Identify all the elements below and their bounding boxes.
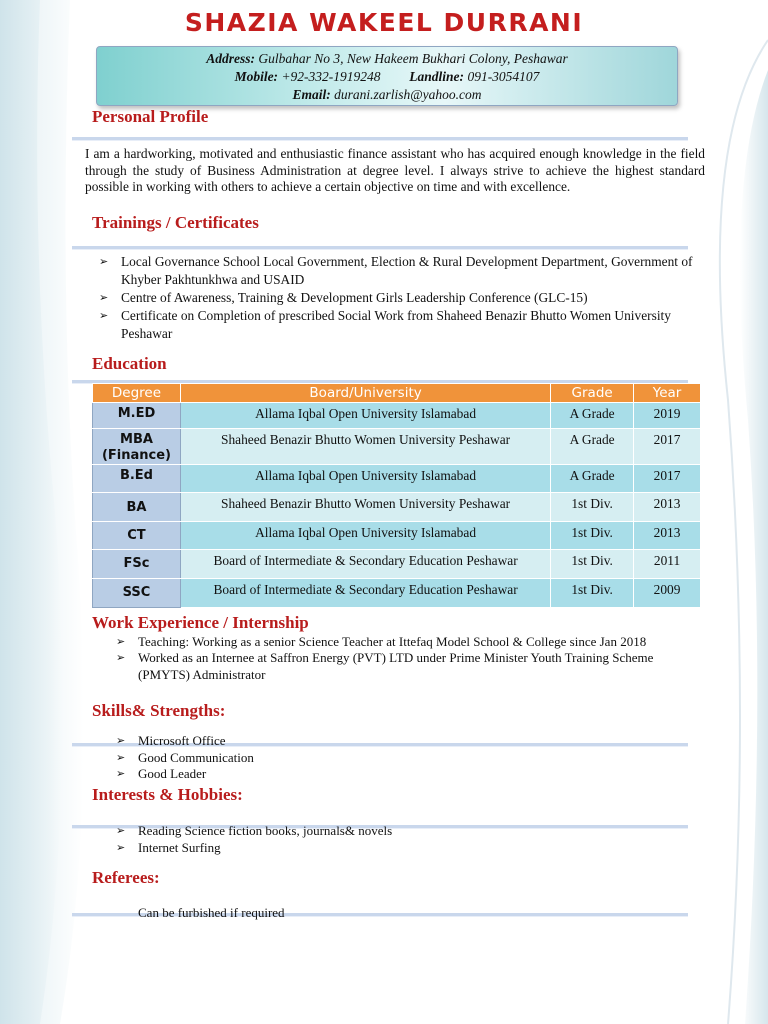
year-cell: 2011 bbox=[634, 550, 701, 579]
mobile-label: Mobile: bbox=[234, 69, 279, 84]
degree-cell: B.Ed bbox=[93, 465, 181, 493]
landline-label: Landline: bbox=[409, 69, 465, 84]
board-cell: Allama Iqbal Open University Islamabad bbox=[180, 522, 550, 550]
table-row bbox=[93, 493, 701, 522]
interests-list bbox=[116, 822, 566, 856]
work-list bbox=[116, 634, 671, 683]
list-item: ➢ Local Governance School Local Government, Election & Rural Development Department, Government of Khyber Pakhtunkhwa and USAID bbox=[99, 254, 693, 287]
degree-cell: BA bbox=[93, 493, 181, 522]
grade-cell: 1st Div. bbox=[551, 579, 634, 608]
table-row bbox=[93, 465, 701, 493]
grade-cell: 1st Div. bbox=[551, 493, 634, 522]
grade-cell: A Grade bbox=[551, 403, 634, 429]
arrow-bullet-icon: ➢ bbox=[99, 291, 109, 304]
arrow-bullet-icon: ➢ bbox=[116, 651, 126, 665]
mobile-value: +92-332-1919248 bbox=[281, 69, 381, 84]
year-cell: 2013 bbox=[634, 493, 701, 522]
board-cell: Allama Iqbal Open University Islamabad bbox=[180, 403, 550, 429]
table-row bbox=[93, 579, 701, 608]
education-heading: Education bbox=[92, 354, 167, 373]
column-header-degree: Degree bbox=[93, 384, 181, 403]
board-cell: Allama Iqbal Open University Islamabad bbox=[180, 465, 550, 493]
table-row bbox=[93, 429, 701, 465]
column-header-grade: Grade bbox=[551, 384, 634, 403]
degree-cell: MBA (Finance) bbox=[93, 429, 181, 465]
year-cell: 2019 bbox=[634, 403, 701, 429]
contact-box bbox=[96, 46, 678, 106]
table-row bbox=[93, 403, 701, 429]
address-line bbox=[97, 50, 677, 68]
degree-cell: FSc bbox=[93, 550, 181, 579]
year-cell: 2009 bbox=[634, 579, 701, 608]
skills-heading: Skills& Strengths: bbox=[92, 701, 226, 720]
email-label: Email: bbox=[292, 87, 331, 102]
referees-heading: Referees: bbox=[92, 868, 160, 887]
degree-cell: CT bbox=[93, 522, 181, 550]
board-cell: Shaheed Benazir Bhutto Women University Peshawar bbox=[180, 429, 550, 465]
grade-cell: A Grade bbox=[551, 465, 634, 493]
list-item: ➢ Good Communication bbox=[116, 749, 254, 765]
list-item: ➢ Certificate on Completion of prescribed Social Work from Shaheed Benazir Bhutto Women University Peshawar bbox=[99, 308, 671, 341]
table-row bbox=[93, 550, 701, 579]
year-cell: 2013 bbox=[634, 522, 701, 550]
arrow-bullet-icon: ➢ bbox=[99, 309, 109, 322]
arrow-bullet-icon: ➢ bbox=[116, 767, 126, 781]
board-cell: Board of Intermediate & Secondary Education Peshawar bbox=[180, 550, 550, 579]
arrow-bullet-icon: ➢ bbox=[99, 255, 109, 268]
grade-cell: 1st Div. bbox=[551, 550, 634, 579]
board-cell: Shaheed Benazir Bhutto Women University Peshawar bbox=[180, 493, 550, 522]
degree-cell: M.ED bbox=[93, 403, 181, 429]
grade-cell: A Grade bbox=[551, 429, 634, 465]
list-item: ➢ Reading Science fiction books, journals& novels bbox=[116, 823, 393, 838]
list-item: ➢ Internet Surfing bbox=[116, 840, 221, 855]
arrow-bullet-icon: ➢ bbox=[116, 750, 126, 764]
year-cell: 2017 bbox=[634, 429, 701, 465]
trainings-divider bbox=[72, 246, 688, 250]
address-label: Address: bbox=[206, 51, 256, 66]
arrow-bullet-icon: ➢ bbox=[116, 635, 126, 648]
table-row bbox=[93, 522, 701, 550]
list-item: ➢ Microsoft Office bbox=[116, 733, 226, 748]
profile-text: I am a hardworking, motivated and enthusiastic finance assistant who has acquired enough knowledge in the field through the study of Business Administration at degree level. I always strive to achieve the highest standard possible in working with others to achieve a certain objective on time and with excellence. bbox=[85, 146, 705, 195]
address-value: Gulbahar No 3, New Hakeem Bukhari Colony, Peshawar bbox=[258, 51, 568, 66]
board-cell: Board of Intermediate & Secondary Education Peshawar bbox=[180, 579, 550, 608]
landline-value: 091-3054107 bbox=[467, 69, 540, 84]
trainings-heading: Trainings / Certificates bbox=[92, 213, 259, 232]
column-header-year: Year bbox=[634, 384, 701, 403]
list-item: ➢ Centre of Awareness, Training & Development Girls Leadership Conference (GLC-15) bbox=[99, 290, 588, 305]
degree-cell: SSC bbox=[93, 579, 181, 608]
grade-cell: 1st Div. bbox=[551, 522, 634, 550]
trainings-list bbox=[99, 253, 699, 343]
skills-list bbox=[116, 733, 516, 783]
phone-line bbox=[97, 68, 677, 86]
arrow-bullet-icon: ➢ bbox=[116, 824, 126, 837]
work-heading: Work Experience / Internship bbox=[92, 613, 309, 632]
arrow-bullet-icon: ➢ bbox=[116, 841, 126, 854]
table-header-row bbox=[93, 384, 701, 403]
email-value: durani.zarlish@yahoo.com bbox=[334, 87, 482, 102]
candidate-name: SHAZIA WAKEEL DURRANI bbox=[184, 8, 584, 37]
list-item: ➢ Good Leader bbox=[116, 766, 207, 782]
list-item: ➢ Worked as an Internee at Saffron Energy (PVT) LTD under Prime Minister Youth Training Scheme (PMYTS) Administrator bbox=[116, 650, 654, 682]
profile-divider bbox=[72, 137, 688, 141]
email-line bbox=[97, 86, 677, 104]
column-header-board: Board/University bbox=[180, 384, 550, 403]
interests-heading: Interests & Hobbies: bbox=[92, 785, 243, 804]
year-cell: 2017 bbox=[634, 465, 701, 493]
education-table bbox=[92, 383, 701, 608]
profile-heading: Personal Profile bbox=[92, 107, 209, 126]
list-item: ➢ Teaching: Working as a senior Science Teacher at Ittefaq Model School & College since Jan 2018 bbox=[116, 634, 647, 649]
arrow-bullet-icon: ➢ bbox=[116, 734, 126, 747]
referees-text: Can be furbished if required bbox=[138, 905, 285, 920]
